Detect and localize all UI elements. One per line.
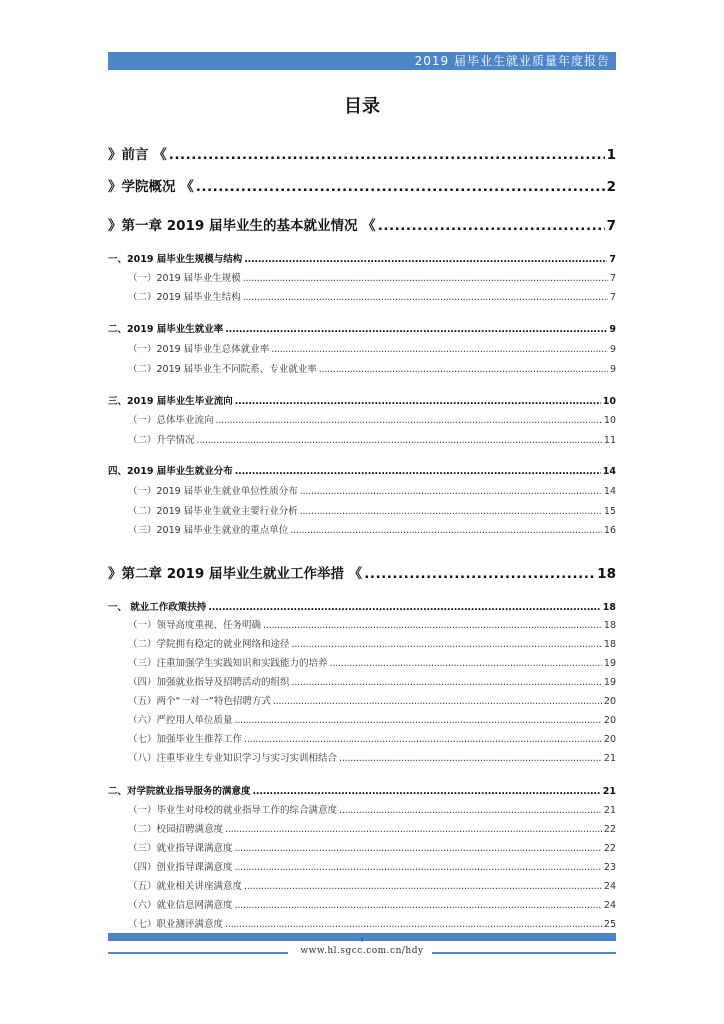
- toc-page: 7: [606, 218, 616, 234]
- toc-label: 》第一章 2019 届毕业生的基本就业情况 《: [108, 218, 376, 234]
- page-title: 目录: [344, 96, 380, 117]
- toc-label: 》前言 《: [108, 147, 167, 163]
- toc-subsection[interactable]: （三）2019 届毕业生就业的重点单位 ..... 16: [108, 522, 616, 536]
- toc-subsection[interactable]: （一）总体毕业流向 ..... 10: [108, 412, 616, 426]
- leader-dots: [378, 218, 605, 234]
- toc-label: 》第二章 2019 届毕业生就业工作举措 《: [108, 566, 363, 582]
- toc-subsection[interactable]: （六）严控用人单位质量 ..... 20: [108, 712, 616, 726]
- leader-dots: [169, 147, 605, 163]
- toc-subsection[interactable]: （四）加强就业指导及招聘活动的组织 ..... 19: [108, 674, 616, 688]
- toc-subsection[interactable]: （二）升学情况 ..... 11: [108, 432, 616, 446]
- toc-subsection[interactable]: （一）2019 届毕业生就业单位性质分布 ..... 14: [108, 483, 616, 497]
- toc-subsection[interactable]: （一）毕业生对母校的就业指导工作的综合满意度 ..... 21: [108, 802, 616, 816]
- toc-subsection[interactable]: （一）2019 届毕业生总体就业率 ..... 9: [108, 341, 616, 355]
- toc-subsection[interactable]: （八）注重毕业生专业知识学习与实习实训相结合 ..... 21: [108, 750, 616, 764]
- toc-subsection[interactable]: （一）领导高度重视、任务明确 ..... 18: [108, 617, 616, 631]
- toc-entry-chapter-1[interactable]: [108, 214, 616, 234]
- toc-entry-chapter-2[interactable]: [108, 562, 616, 582]
- toc-subsection[interactable]: （一）2019 届毕业生规模 ..... 7: [108, 270, 616, 284]
- toc-section[interactable]: 二、对学院就业指导服务的满意度 ..... 21: [108, 783, 616, 797]
- toc-subsection[interactable]: （二）2019 届毕业生不同院系、专业就业率 ..... 9: [108, 361, 616, 375]
- page-number: I: [360, 936, 364, 944]
- toc-page: 1: [606, 147, 616, 163]
- leader-dots: [196, 179, 605, 195]
- toc-label: 》学院概况 《: [108, 179, 194, 195]
- toc-entry-overview[interactable]: [108, 175, 616, 195]
- toc-page: 2: [606, 179, 616, 195]
- toc-section[interactable]: 一、2019 届毕业生规模与结构 ..... 7: [108, 251, 616, 265]
- toc-subsection[interactable]: （五）就业相关讲座满意度 ..... 24: [108, 878, 616, 892]
- toc-section[interactable]: 一、 就业工作政策扶持 ..... 18: [108, 599, 616, 613]
- toc-subsection[interactable]: （三）注重加强学生实践知识和实践能力的培养 ..... 19: [108, 655, 616, 669]
- toc-subsection[interactable]: （三）就业指导课满意度 ..... 22: [108, 840, 616, 854]
- toc-subsection[interactable]: （六）就业信息网满意度 ..... 24: [108, 897, 616, 911]
- toc-subsection[interactable]: （二）2019 届毕业生就业主要行业分析 ..... 15: [108, 503, 616, 517]
- toc-subsection[interactable]: （五）两个“一对一”特色招聘方式 ..... 20: [108, 693, 616, 707]
- toc-section[interactable]: 四、2019 届毕业生就业分布 ..... 14: [108, 463, 616, 477]
- toc-subsection[interactable]: （四）创业指导课满意度 ..... 23: [108, 859, 616, 873]
- footer-url: www.hl.sgcc.com.cn/hdy: [300, 946, 424, 956]
- toc-page: 18: [597, 566, 616, 582]
- toc-subsection[interactable]: （七）职业测评满意度 ..... 25: [108, 916, 616, 930]
- page-header: 2019 届毕业生就业质量年度报告: [108, 52, 616, 70]
- toc-subsection[interactable]: （二）校园招聘满意度 ..... 22: [108, 821, 616, 835]
- toc-section[interactable]: 三、2019 届毕业生毕业流向 ..... 10: [108, 393, 616, 407]
- toc-subsection[interactable]: （二）学院拥有稳定的就业网络和途径 ..... 18: [108, 636, 616, 650]
- toc-entry-preface[interactable]: [108, 143, 616, 163]
- toc-section[interactable]: 二、2019 届毕业生就业率 ..... 9: [108, 321, 616, 335]
- leader-dots: [364, 566, 595, 582]
- toc-subsection[interactable]: （二）2019 届毕业生结构 ..... 7: [108, 289, 616, 303]
- toc-subsection[interactable]: （七）加强毕业生推荐工作 ..... 20: [108, 731, 616, 745]
